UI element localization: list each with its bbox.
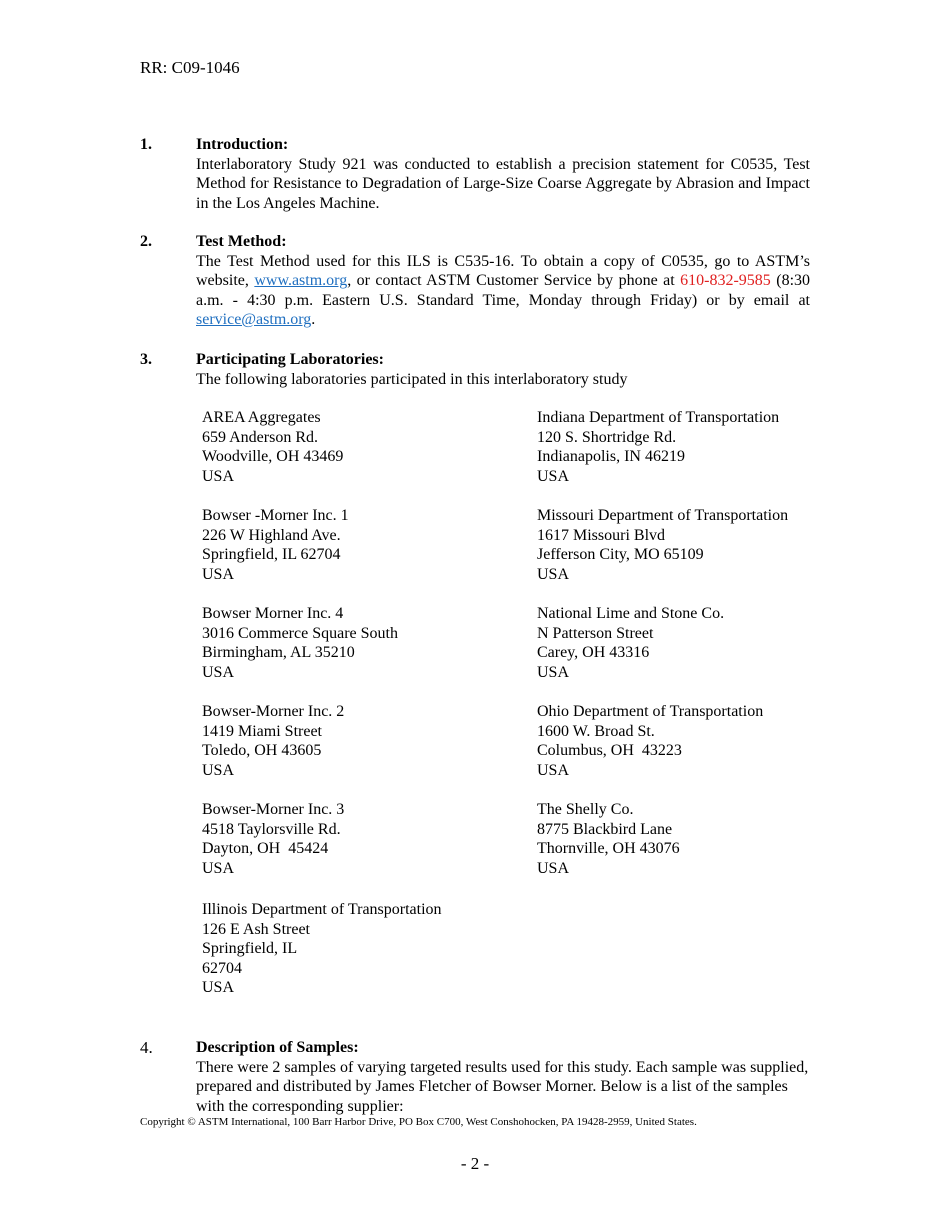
lab-entry: [202, 506, 522, 584]
lab-address: 120 S. Shortridge Rd.: [537, 428, 677, 446]
lab-address: 1419 Miami Street: [202, 722, 322, 740]
lab-address: N Patterson Street: [537, 624, 654, 642]
method-text-3: (8:30 a.m. - 4:30 p.m. Eastern U.S. Standard Time, Monday through Friday) or by email at: [196, 272, 811, 309]
lab-name: The Shelly Co.: [537, 801, 634, 818]
lab-entry: [537, 604, 857, 682]
lab-city: Thornville, OH 43076: [537, 840, 680, 857]
page-number: - 2 -: [460, 1154, 490, 1173]
lab-country: USA: [537, 565, 570, 583]
section-text: [196, 252, 810, 330]
section-number: 3.: [140, 351, 152, 368]
lab-name: AREA Aggregates: [202, 409, 321, 426]
lab-address: 126 E Ash Street: [202, 920, 310, 938]
section-number: 1.: [140, 136, 152, 153]
lab-country: USA: [537, 467, 570, 485]
lab-name: Indiana Department of Transportation: [537, 409, 780, 426]
lab-name: Illinois Department of Transportation: [202, 901, 442, 918]
lab-country: USA: [537, 859, 570, 877]
lab-address: 3016 Commerce Square South: [202, 624, 398, 642]
method-text-1: The Test Method used for this ILS is C535-16. To obtain a copy of C0535, go to ASTM’s website,: [196, 252, 810, 289]
lab-city: Springfield, IL: [202, 940, 298, 957]
lab-name: National Lime and Stone Co.: [537, 605, 725, 622]
lab-name: Missouri Department of Transportation: [537, 507, 789, 524]
copyright-notice: Copyright © ASTM International, 100 Barr Harbor Drive, PO Box C700, West Conshohocken, PA 19428-2959, United States.: [140, 1116, 697, 1128]
lab-city: Columbus, OH 43223: [537, 742, 682, 759]
lab-address: 659 Anderson Rd.: [202, 428, 318, 446]
lab-address: 1617 Missouri Blvd: [537, 526, 666, 544]
method-text-2: , or contact ASTM Customer Service by phone at: [347, 272, 681, 289]
lab-entry: [537, 800, 857, 878]
lab-country: USA: [202, 761, 235, 779]
lab-city: Carey, OH 43316: [537, 644, 650, 661]
astm-website-link[interactable]: www.astm.org: [254, 272, 348, 289]
lab-address: 4518 Taylorsville Rd.: [202, 820, 341, 838]
section-title: Participating Laboratories:: [196, 351, 384, 368]
section-title: Introduction:: [196, 136, 289, 153]
lab-name: Bowser-Morner Inc. 3: [202, 801, 345, 818]
lab-entry: [202, 702, 522, 780]
section-text: There were 2 samples of varying targeted results used for this study. Each sample was supplied, prepared and distributed by James Fletcher of Bowser Morner. Below is a list of the samples with the corresponding supplier:: [196, 1058, 809, 1115]
lab-entry: [537, 702, 857, 780]
lab-country: USA: [537, 663, 570, 681]
lab-country: USA: [202, 467, 235, 485]
lab-country: USA: [537, 761, 570, 779]
lab-entry: [202, 900, 522, 998]
lab-city: Birmingham, AL 35210: [202, 644, 355, 661]
section-number: 4.: [140, 1038, 153, 1057]
lab-entry: [537, 506, 857, 584]
lab-address: 226 W Highland Ave.: [202, 526, 341, 544]
lab-city: Indianapolis, IN 46219: [537, 448, 685, 465]
lab-entry: [202, 408, 522, 486]
section-participating-labs: [140, 350, 810, 389]
lab-country: USA: [202, 859, 235, 877]
report-id: RR: C09-1046: [140, 58, 240, 77]
lab-zip: 62704: [202, 959, 242, 977]
lab-address: 8775 Blackbird Lane: [537, 820, 673, 838]
lab-country: USA: [202, 979, 235, 996]
section-text: The following laboratories participated in this interlaboratory study: [196, 370, 628, 388]
method-text-4: .: [311, 311, 316, 328]
section-title: Test Method:: [196, 233, 287, 250]
service-email-link[interactable]: service@astm.org: [196, 311, 312, 328]
lab-entry: [202, 604, 522, 682]
customer-service-phone: 610-832-9585: [680, 272, 771, 289]
lab-name: Ohio Department of Transportation: [537, 703, 764, 720]
lab-name: Bowser -Morner Inc. 1: [202, 507, 349, 524]
lab-city: Jefferson City, MO 65109: [537, 546, 704, 563]
section-description-of-samples: [140, 1038, 810, 1116]
lab-city: Springfield, IL 62704: [202, 546, 341, 563]
lab-entry: [202, 800, 522, 878]
lab-name: Bowser-Morner Inc. 2: [202, 703, 345, 720]
section-introduction: [140, 135, 810, 213]
section-text: Interlaboratory Study 921 was conducted to establish a precision statement for C0535, Test Method for Resistance to Degradation of Large-Size Coarse Aggregate by Abrasion and Impact in the Los Angeles Machine.: [196, 155, 810, 212]
lab-country: USA: [202, 565, 235, 583]
section-number: 2.: [140, 233, 152, 250]
lab-address: 1600 W. Broad St.: [537, 722, 655, 740]
lab-city: Woodville, OH 43469: [202, 448, 344, 465]
lab-name: Bowser Morner Inc. 4: [202, 605, 344, 622]
lab-entry: [537, 408, 857, 486]
section-test-method: [140, 232, 810, 330]
section-title: Description of Samples:: [196, 1039, 359, 1056]
lab-city: Dayton, OH 45424: [202, 840, 329, 857]
lab-city: Toledo, OH 43605: [202, 742, 322, 759]
lab-country: USA: [202, 663, 235, 681]
